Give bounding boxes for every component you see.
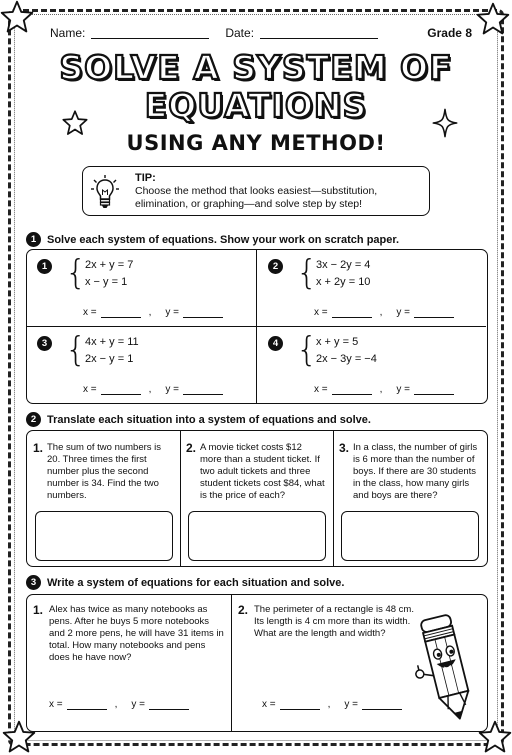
problem-number: 1.: [33, 603, 44, 617]
y-label: y =: [344, 699, 359, 710]
answer-row: [314, 307, 454, 318]
problem-text: Alex has twice as many notebooks as pens. After he buys 5 more notebooks and 2 more pens, he will have 31 items in total. How many notebooks and pens does he have now?: [49, 604, 224, 663]
y-label: y =: [165, 384, 180, 395]
equation: 2x − 3y = −4: [316, 353, 377, 365]
answer-row: [262, 699, 402, 710]
x-answer-field[interactable]: [101, 309, 141, 318]
x-label: x =: [83, 307, 97, 318]
date-field[interactable]: [260, 27, 378, 39]
brace-icon: {: [296, 253, 318, 293]
corner-star-icon: [0, 0, 34, 34]
problem-number-badge: 2: [268, 259, 283, 274]
problem-text: The sum of two numbers is 20. Three times the first number plus the second number is 34. Find the two numbers.: [47, 442, 162, 501]
problem-number: 3.: [339, 441, 350, 455]
x-label: x =: [262, 699, 276, 710]
equation: x + y = 5: [316, 336, 359, 348]
tip-box: [82, 166, 430, 216]
page-title-line2: EQUATIONS: [144, 86, 368, 125]
word-problem: [27, 431, 181, 568]
header-row: [50, 24, 472, 42]
problem-text: In a class, the number of girls is 6 more than the number of boys. If there are 30 students in the class, how many girls and boys are there?: [353, 442, 478, 501]
equation: 2x + y = 7: [85, 259, 134, 271]
separator: ,: [327, 699, 331, 710]
page-title-line1: SOLVE A SYSTEM OF: [59, 48, 453, 87]
section-3-instruction: Write a system of equations for each situation and solve.: [47, 576, 345, 589]
answer-box[interactable]: [188, 511, 326, 561]
x-answer-field[interactable]: [67, 701, 107, 710]
section-2-heading: [26, 412, 371, 427]
star-icon: [62, 110, 88, 136]
problem-number: 1.: [33, 441, 44, 455]
separator: ,: [148, 384, 152, 395]
equation: 3x − 2y = 4: [316, 259, 371, 271]
name-label: Name:: [50, 26, 86, 40]
sparkle-icon: [432, 108, 458, 138]
section-2-instruction: Translate each situation into a system of equations and solve.: [47, 413, 371, 426]
y-label: y =: [165, 307, 180, 318]
corner-star-icon: [476, 2, 510, 36]
y-label: y =: [396, 384, 411, 395]
answer-row: [83, 307, 223, 318]
name-field[interactable]: [91, 27, 209, 39]
answer-box[interactable]: [35, 511, 173, 561]
x-label: x =: [83, 384, 97, 395]
separator: ,: [148, 307, 152, 318]
section-number-badge: 3: [26, 575, 41, 590]
y-answer-field[interactable]: [362, 701, 402, 710]
problem-number-badge: 1: [37, 259, 52, 274]
equation: x + 2y = 10: [316, 276, 371, 288]
word-problem: [180, 431, 334, 568]
y-label: y =: [131, 699, 146, 710]
separator: ,: [379, 307, 383, 318]
y-answer-field[interactable]: [414, 386, 454, 395]
x-answer-field[interactable]: [332, 386, 372, 395]
x-answer-field[interactable]: [280, 701, 320, 710]
y-answer-field[interactable]: [414, 309, 454, 318]
word-problem: [333, 431, 487, 568]
y-answer-field[interactable]: [183, 386, 223, 395]
system-card: [258, 327, 486, 403]
x-label: x =: [49, 699, 63, 710]
section-1-instruction: Solve each system of equations. Show your work on scratch paper.: [47, 233, 400, 246]
problem-number-badge: 3: [37, 336, 52, 351]
separator: ,: [379, 384, 383, 395]
y-label: y =: [396, 307, 411, 318]
system-card: [27, 250, 255, 326]
problem-number: 2.: [238, 603, 249, 617]
answer-box[interactable]: [341, 511, 479, 561]
problem-text: The perimeter of a rectangle is 48 cm. Its length is 4 cm more than its width. What are the length and width?: [254, 604, 414, 639]
equation: x − y = 1: [85, 276, 128, 288]
pencil-mascot-icon: [408, 612, 480, 726]
system-card: [258, 250, 486, 326]
section-number-badge: 1: [26, 232, 41, 247]
y-answer-field[interactable]: [149, 701, 189, 710]
equation: 4x + y = 11: [85, 336, 139, 348]
brace-icon: {: [65, 253, 87, 293]
page-subtitle: USING ANY METHOD!: [126, 131, 386, 155]
x-label: x =: [314, 384, 328, 395]
section-3-heading: [26, 575, 344, 590]
tip-label: TIP:: [135, 172, 156, 184]
section-1-heading: [26, 232, 399, 247]
section-1-panel: [26, 249, 488, 404]
brace-icon: {: [296, 330, 318, 370]
system-card: [27, 327, 255, 403]
answer-row: [49, 699, 189, 710]
separator: ,: [114, 699, 118, 710]
tip-text: Choose the method that looks easiest—substitution, elimination, or graphing—and solve step by step!: [135, 185, 378, 210]
lightbulb-icon: [91, 175, 119, 209]
problem-number: 2.: [186, 441, 197, 455]
grade-label: Grade 8: [427, 26, 472, 40]
problem-text: A movie ticket costs $12 more than a student ticket. If two adult tickets and three student tickets cost $84, what is the price of each?: [200, 442, 325, 501]
x-answer-field[interactable]: [101, 386, 141, 395]
answer-row: [83, 384, 223, 395]
date-label: Date:: [225, 26, 255, 40]
brace-icon: {: [65, 330, 87, 370]
section-2-panel: [26, 430, 488, 567]
x-label: x =: [314, 307, 328, 318]
y-answer-field[interactable]: [183, 309, 223, 318]
section-number-badge: 2: [26, 412, 41, 427]
word-problem: [27, 595, 231, 733]
problem-number-badge: 4: [268, 336, 283, 351]
equation: 2x − y = 1: [85, 353, 134, 365]
answer-row: [314, 384, 454, 395]
x-answer-field[interactable]: [332, 309, 372, 318]
